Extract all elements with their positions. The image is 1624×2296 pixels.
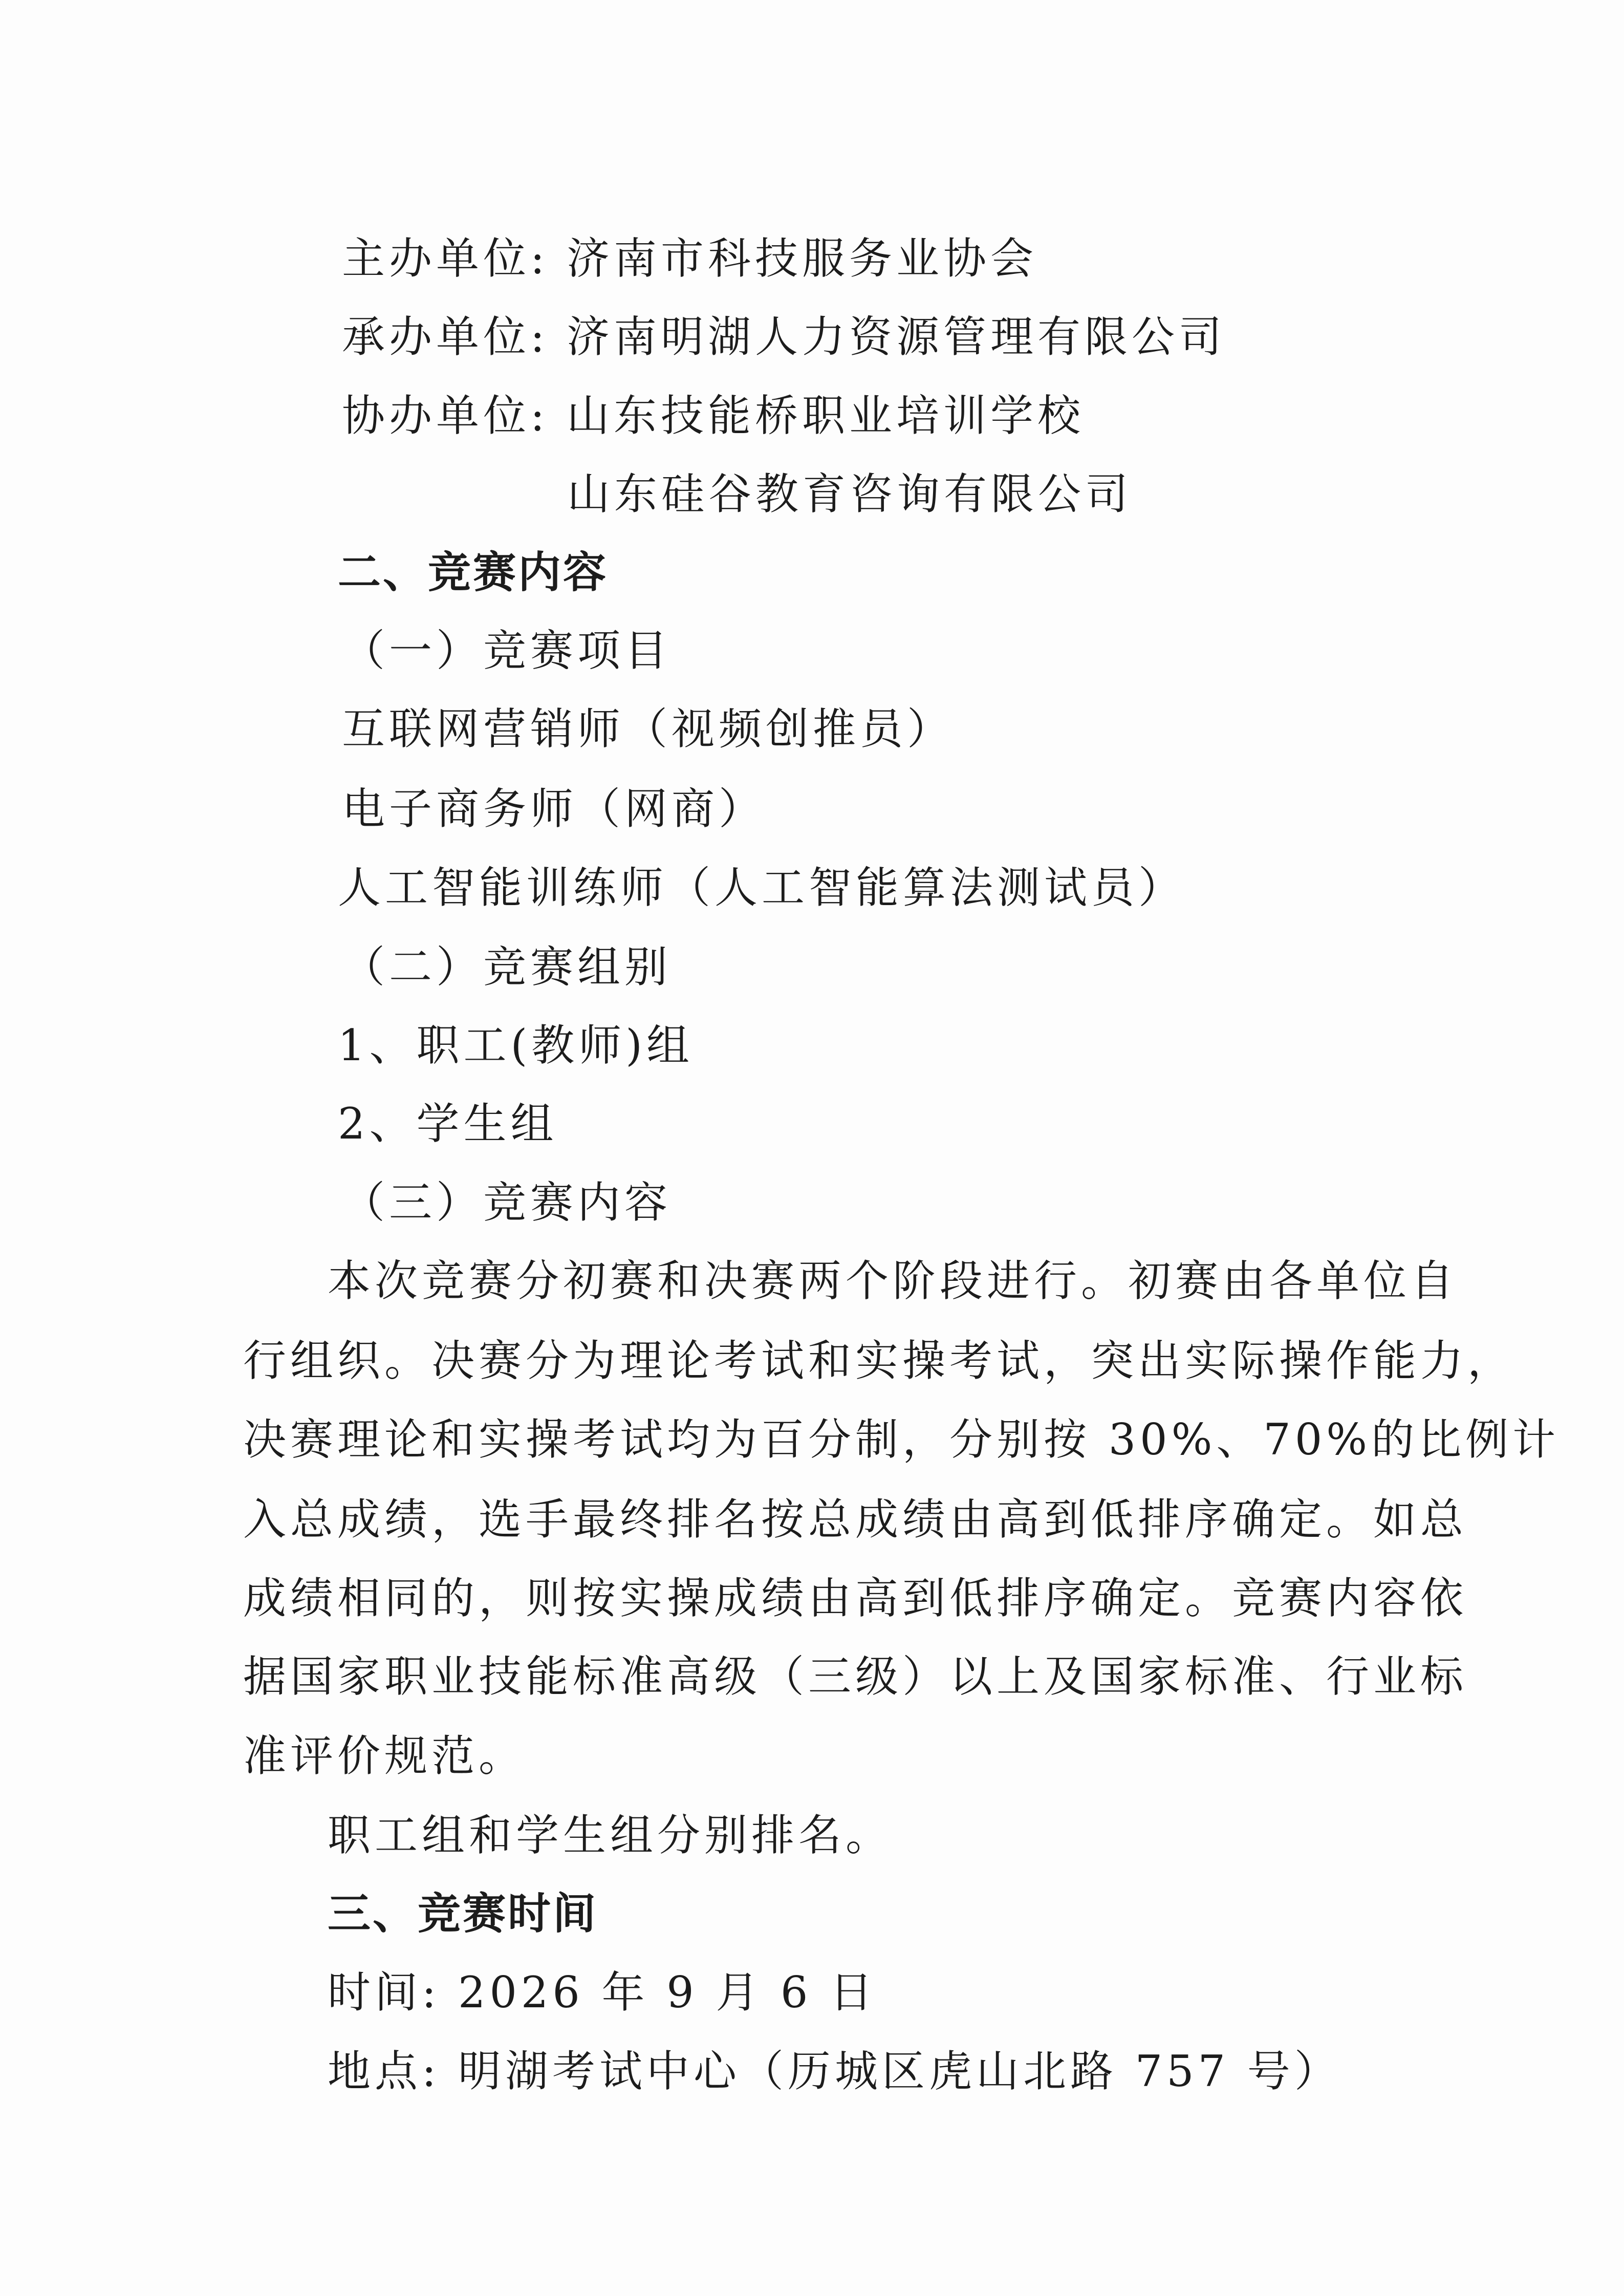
undertaker-unit-label: 承办单位: [342, 312, 549, 362]
host-unit-value: 济南市科技服务业协会 [567, 233, 1038, 284]
content-line: 行组织。决赛分为理论考试和实操考试，突出实际操作能力， [243, 1336, 1515, 1386]
ranking-note: 职工组和学生组分别排名。 [328, 1810, 893, 1860]
subsection-2-heading: （二）竞赛组别 [342, 942, 672, 992]
time-row [328, 1967, 877, 2018]
content-line: 入总成绩，选手最终排名按总成绩由高到低排序确定。如总 [243, 1494, 1468, 1544]
group-item: 1、职工(教师)组 [338, 1020, 694, 1070]
place-label: 地点: [328, 2046, 441, 2096]
undertaker-unit-row [342, 311, 1226, 362]
undertaker-unit-value: 济南明湖人力资源管理有限公司 [567, 312, 1226, 362]
place-row [328, 2046, 1341, 2097]
content-line: 据国家职业技能标准高级（三级）以上及国家标准、行业标 [243, 1651, 1468, 1702]
section-3-heading: 三、竞赛时间 [328, 1889, 598, 1939]
time-label: 时间: [328, 1967, 441, 2018]
host-unit-row [342, 233, 1037, 284]
co-unit-value-2: 山东硅谷教育咨询有限公司 [567, 469, 1133, 519]
host-unit-label: 主办单位: [342, 233, 549, 284]
content-line: 决赛理论和实操考试均为百分制，分别按 30%、70%的比例计 [243, 1414, 1560, 1465]
co-unit-label: 协办单位: [342, 391, 549, 441]
section-2-heading: 二、竞赛内容 [338, 547, 609, 597]
competition-item: 互联网营销师（视频创推员） [342, 704, 955, 754]
competition-item: 人工智能训练师（人工智能算法测试员） [338, 863, 1186, 913]
co-unit-row-2 [567, 468, 1132, 520]
content-line: 本次竞赛分初赛和决赛两个阶段进行。初赛由各单位自 [328, 1256, 1458, 1306]
subsection-1-heading: （一）竞赛项目 [342, 626, 672, 676]
group-item: 2、学生组 [338, 1099, 558, 1149]
competition-item: 电子商务师（网商） [342, 784, 766, 834]
co-unit-value-1: 山东技能桥职业培训学校 [567, 391, 1085, 441]
subsection-3-heading: （三）竞赛内容 [342, 1177, 672, 1228]
content-line: 成绩相同的，则按实操成绩由高到低排序确定。竞赛内容依 [243, 1573, 1468, 1623]
content-line: 准评价规范。 [243, 1731, 526, 1781]
time-value: 2026 年 9 月 6 日 [458, 1967, 877, 2018]
place-value: 明湖考试中心（历城区虎山北路 757 号） [458, 2046, 1341, 2096]
co-unit-row [342, 390, 1085, 441]
